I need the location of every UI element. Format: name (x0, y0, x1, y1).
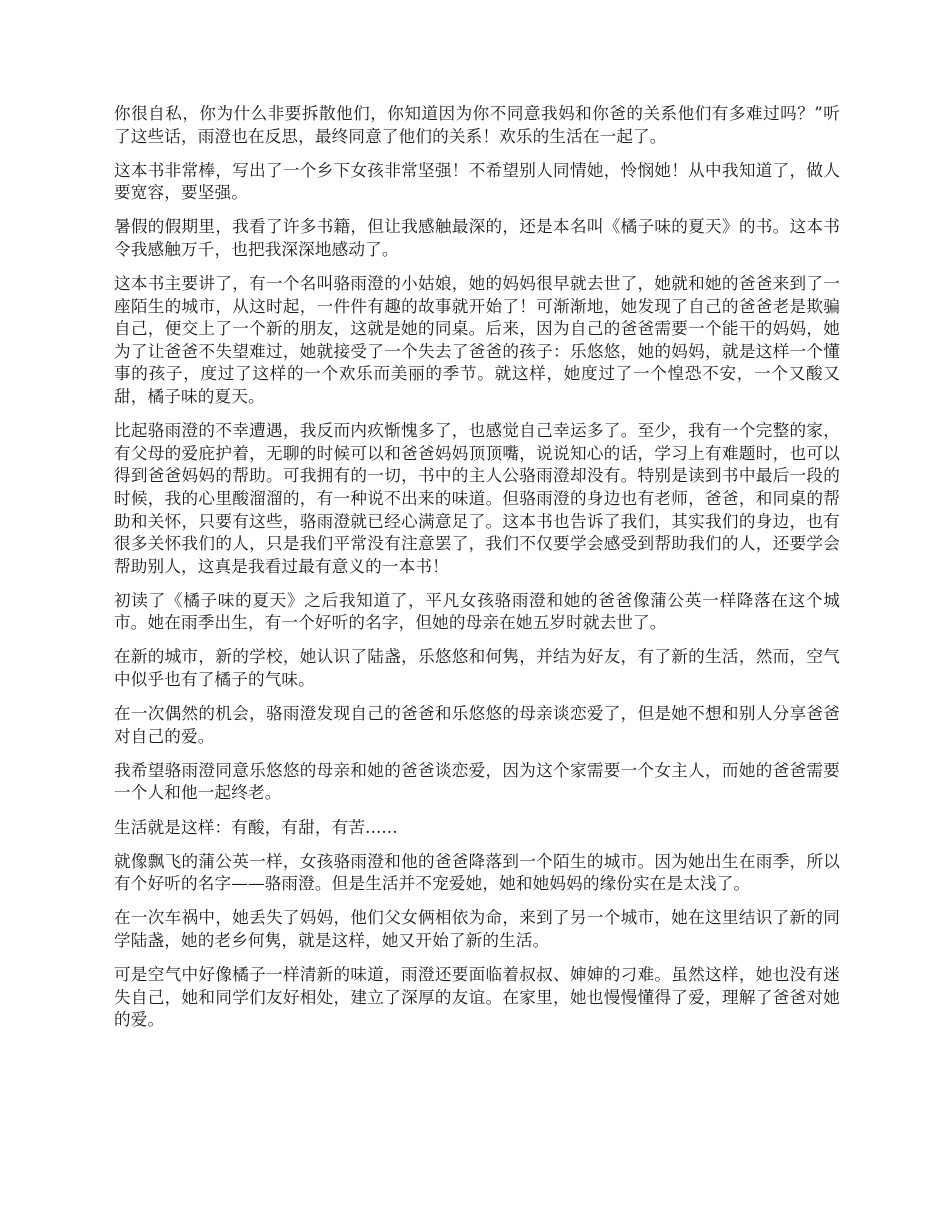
paragraph-3: 暑假的假期里，我看了许多书籍，但让我感触最深的，还是本名叫《橘子味的夏天》的书。这本书令我感触万千，也把我深深地感动了。 (114, 217, 840, 259)
paragraph-8: 在一次偶然的机会，骆雨澄发现自己的爸爸和乐悠悠的母亲谈恋爱了，但是她不想和别人分享爸爸对自己的爱。 (114, 704, 840, 746)
paragraph-13: 可是空气中好像橘子一样清新的味道，雨澄还要面临着叔叔、婶婶的刁难。虽然这样，她也没有迷失自己，她和同学们友好相处，建立了深厚的友谊。在家里，她也慢慢懂得了爱，理解了爸爸对她的爱。 (114, 965, 840, 1030)
paragraph-6: 初读了《橘子味的夏天》之后我知道了，平凡女孩骆雨澄和她的爸爸像蒲公英一样降落在这个城市。她在雨季出生，有一个好听的名字，但她的母亲在她五岁时就去世了。 (114, 590, 840, 633)
document-page (114, 103, 840, 1043)
paragraph-9: 我希望骆雨澄同意乐悠悠的母亲和她的爸爸谈恋爱，因为这个家需要一个女主人，而她的爸爸需要一个人和他一起终老。 (114, 760, 840, 803)
paragraph-5: 比起骆雨澄的不幸遭遇，我反而内疚惭愧多了，也感觉自己幸运多了。至少，我有一个完整的家，有父母的爱庇护着，无聊的时候可以和爸爸妈妈顶顶嘴，说说知心的话，学习上有难题时，也可以得到爸爸妈妈的帮助。可我拥有的一切，书中的主人公骆雨澄却没有。特别是读到书中最后一段的时候，我的心里酸溜溜的，有一种说不出来的味道。但骆雨澄的身边也有老师，爸爸，和同桌的帮助和关怀，只要有这些，骆雨澄就已经心满意足了。这本书也告诉了我们，其实我们的身边，也有很多关怀我们的人，只是我们平常没有注意罢了，我们不仅要学会感受到帮助我们的人，还要学会帮助别人，这真是我看过最有意义的一本书！ (114, 421, 840, 576)
paragraph-4: 这本书主要讲了，有一个名叫骆雨澄的小姑娘，她的妈妈很早就去世了，她就和她的爸爸来到了一座陌生的城市，从这时起，一件件有趣的故事就开始了！可渐渐地，她发现了自己的爸爸老是欺骗自己，便交上了一个新的朋友，这就是她的同桌。后来，因为自己的爸爸需要一个能干的妈妈，她为了让爸爸不失望难过，她就接受了一个失去了爸爸的孩子：乐悠悠，她的妈妈，就是这样一个懂事的孩子，度过了这样的一个欢乐而美丽的季节。就这样，她度过了一个惶恐不安，一个又酸又甜，橘子味的夏天。 (114, 274, 840, 407)
paragraph-12: 在一次车祸中，她丢失了妈妈，他们父女俩相依为命，来到了另一个城市，她在这里结识了新的同学陆盏，她的老乡何隽，就是这样，她又开始了新的生活。 (114, 908, 840, 950)
paragraph-1: 你很自私，你为什么非要拆散他们，你知道因为你不同意我妈和你爸的关系他们有多难过吗？”听了这些话，雨澄也在反思，最终同意了他们的关系！欢乐的生活在一起了。 (114, 104, 840, 146)
paragraph-2: 这本书非常棒，写出了一个乡下女孩非常坚强！不希望别人同情她，怜悯她！从中我知道了，做人要宽容，要坚强。 (114, 160, 840, 203)
paragraph-10: 生活就是这样：有酸，有甜，有苦...... (114, 817, 398, 837)
paragraph-7: 在新的城市，新的学校，她认识了陆盏，乐悠悠和何隽，并结为好友，有了新的生活，然而，空气中似乎也有了橘子的气味。 (114, 647, 840, 690)
paragraph-11: 就像飘飞的蒲公英一样，女孩骆雨澄和他的爸爸降落到一个陌生的城市。因为她出生在雨季，所以有个好听的名字——骆雨澄。但是生活并不宠爱她，她和她妈妈的缘份实在是太浅了。 (114, 851, 840, 894)
